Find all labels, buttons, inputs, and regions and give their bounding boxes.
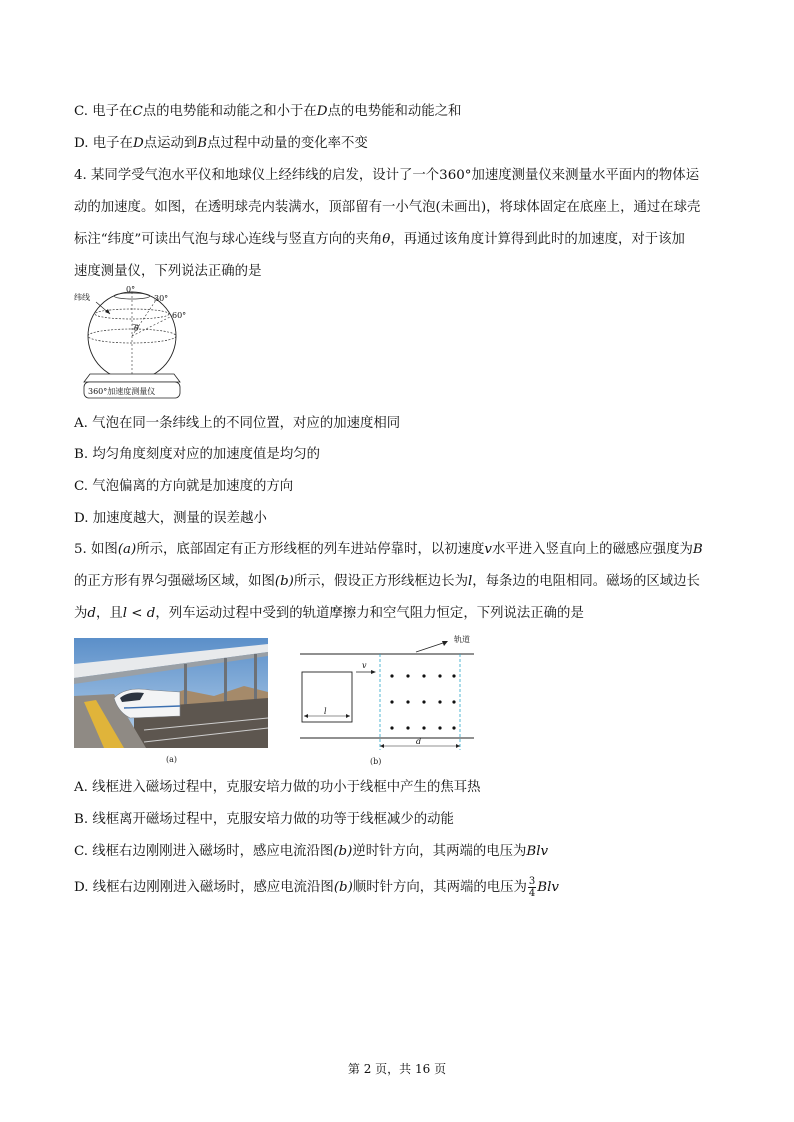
label-v: v xyxy=(362,661,367,670)
q4-stem: 4. 某同学受气泡水平仪和地球仪上经纬线的启发，设计了一个360°加速度测量仪来测量水平面内的物体运 动的加速度。如图，在透明球壳内装满水，顶部留有一小气泡(未画出)，将球体固定在底座上，通过在球壳 标注“纬度”可读出气泡与球心连线与竖直方向的夹角θ，再通过该角度计算得到此时的加速度，对于该加 速度测量仪，下列说法正确的是 xyxy=(74,168,701,279)
label-30-degree: 30° xyxy=(154,294,169,303)
q4-accelerometer-figure xyxy=(74,286,194,404)
pillar xyxy=(224,658,227,702)
label-theta: θ xyxy=(134,324,139,333)
q5-figure-b-field-diagram xyxy=(296,630,486,768)
magnetic-field-dots xyxy=(390,674,455,729)
q3-option-d: D. 电子在D点运动到B点过程中动量的变化率不变 xyxy=(74,136,368,151)
q5-option-c: C. 线框右边刚刚进入磁场时，感应电流沿图(b)逆时针方向，其两端的电压为Blv xyxy=(74,844,549,859)
base-top xyxy=(84,374,180,382)
q4-option-a: A. 气泡在同一条纬线上的不同位置，对应的加速度相同 xyxy=(74,416,401,431)
caption-a: (a) xyxy=(166,755,178,764)
q5-figure-a-train-photo xyxy=(74,638,270,766)
fraction-three-quarters: $\frac{3}{4}$ xyxy=(528,876,536,899)
q4-option-b: B. 均匀角度刻度对应的加速度值是均匀的 xyxy=(74,447,320,462)
pillar xyxy=(254,654,257,700)
q5-option-b: B. 线框离开磁场过程中，克服安培力做的功等于线框减少的动能 xyxy=(74,812,454,827)
q5-stem: 5. 如图(a)所示，底部固定有正方形线框的列车进站停靠时，以初速度v水平进入竖直向上的磁感应强度为B 的正方形有界匀强磁场区域，如图(b)所示，假设正方形线框边长为l，每条边的电阻相同。磁场的区域边长 为d，且l < d，列车运动过程中受到的轨道摩擦力和空气阻力恒定，下列说法正确的是 xyxy=(74,542,703,621)
train-body xyxy=(114,689,180,718)
label-60-degree: 60° xyxy=(172,311,187,320)
label-track: 轨道 xyxy=(454,635,470,644)
caption-b: (b) xyxy=(370,757,382,766)
q5-option-d: D. 线框右边刚刚进入磁场时，感应电流沿图(b)顺时针方向，其两端的电压为 $\frac{3}{4}$ Blv xyxy=(74,876,559,899)
l-arrow-right xyxy=(346,714,350,718)
pillar xyxy=(184,664,187,706)
l-arrow-left xyxy=(304,714,308,718)
q3-option-c: C. 电子在C点的电势能和动能之和小于在D点的电势能和动能之和 xyxy=(74,104,462,119)
q5-option-a: A. 线框进入磁场过程中，克服安培力做的功小于线框中产生的焦耳热 xyxy=(74,780,481,795)
square-loop xyxy=(302,672,352,722)
q4-option-c: C. 气泡偏离的方向就是加速度的方向 xyxy=(74,479,294,494)
q4-option-d: D. 加速度越大，测量的误差越小 xyxy=(74,511,267,526)
label-d: d xyxy=(416,737,422,746)
label-0-degree: 0° xyxy=(126,286,136,294)
track-arrowhead xyxy=(442,641,448,646)
d-arrow-left xyxy=(380,744,384,748)
page-footer: 第 2 页，共 16 页 xyxy=(347,1062,447,1076)
velocity-arrowhead xyxy=(371,670,376,674)
label-l: l xyxy=(324,707,327,716)
label-weixian: 纬线 xyxy=(74,293,90,302)
base-label: 360°加速度测量仪 xyxy=(88,387,156,396)
d-arrow-right xyxy=(456,744,460,748)
track-pointer-arrow xyxy=(416,642,446,652)
